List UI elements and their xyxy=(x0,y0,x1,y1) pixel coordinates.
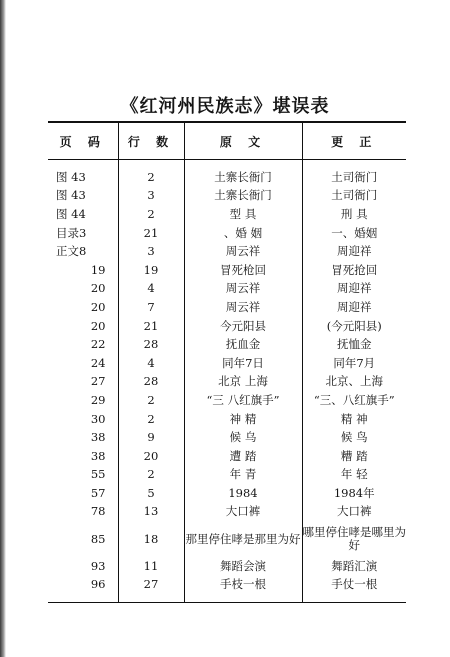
row-original-cell: 周云祥 xyxy=(184,280,302,299)
row-page-cell: 目录3 xyxy=(56,225,87,240)
row-line-cell: 28 xyxy=(118,373,184,392)
row-page-cell: 38 xyxy=(90,448,106,463)
row-original-cell: 舞蹈会演 xyxy=(184,557,302,576)
row-original-cell: 今元阳县 xyxy=(184,317,302,336)
row-page-cell: 93 xyxy=(90,559,106,574)
row-page-cell: 55 xyxy=(90,467,106,482)
row-original-cell: 周云祥 xyxy=(184,298,302,317)
row-page-cell: 图 43 xyxy=(56,188,86,203)
row-correction-cell: 糟 踏 xyxy=(302,447,406,466)
row-original-cell: 大口裤 xyxy=(184,503,302,522)
row-original-cell: 、婚 姻 xyxy=(184,224,302,243)
row-line-cell: 4 xyxy=(118,354,184,373)
row-correction-cell: (今元阳县) xyxy=(302,317,406,336)
row-correction-cell: 土司衙门 xyxy=(302,160,406,187)
table-row xyxy=(48,242,406,261)
table-row xyxy=(48,447,406,466)
row-line-cell: 2 xyxy=(118,410,184,429)
row-line-cell: 20 xyxy=(118,447,184,466)
table-row xyxy=(48,335,406,354)
row-original-cell: 1984 xyxy=(184,484,302,503)
row-correction-cell: 北京、上海 xyxy=(302,373,406,392)
row-original-cell: 土寨长衙门 xyxy=(184,160,302,187)
row-page-cell: 38 xyxy=(90,430,106,445)
row-original-cell: 同年7日 xyxy=(184,354,302,373)
row-page-cell: 19 xyxy=(90,262,106,277)
row-line-cell: 21 xyxy=(118,317,184,336)
row-correction-cell: 1984年 xyxy=(302,484,406,503)
table-row xyxy=(48,484,406,503)
row-correction-cell: 刑 具 xyxy=(302,205,406,224)
row-page-cell: 20 xyxy=(90,318,106,333)
row-line-cell: 19 xyxy=(118,261,184,280)
table-row xyxy=(48,298,406,317)
row-line-cell: 2 xyxy=(118,160,184,187)
row-correction-cell: 精 神 xyxy=(302,410,406,429)
row-original-cell: 神 精 xyxy=(184,410,302,429)
row-line-cell: 27 xyxy=(118,576,184,603)
table-row xyxy=(48,354,406,373)
header-correction: 更 正 xyxy=(302,122,406,160)
row-correction-cell: 土司衙门 xyxy=(302,187,406,206)
row-correction-cell: 舞蹈汇演 xyxy=(302,557,406,576)
table-row xyxy=(48,187,406,206)
row-original-cell: 年 青 xyxy=(184,466,302,485)
row-line-cell: 28 xyxy=(118,335,184,354)
table-row xyxy=(48,317,406,336)
row-page-cell: 96 xyxy=(48,576,118,603)
row-line-cell: 21 xyxy=(118,224,184,243)
row-page-cell: 27 xyxy=(90,374,106,389)
row-original-cell: 手枝一根 xyxy=(184,576,302,603)
row-page-cell: 85 xyxy=(90,531,106,546)
table-row xyxy=(48,280,406,299)
row-original-cell: 候 乌 xyxy=(184,428,302,447)
row-original-cell: 冒死枪回 xyxy=(184,261,302,280)
row-correction-cell: 周迎祥 xyxy=(302,298,406,317)
row-original-cell: 北京 上海 xyxy=(184,373,302,392)
row-page-cell: 78 xyxy=(90,504,106,519)
header-page: 页 码 xyxy=(48,122,118,160)
table-row xyxy=(48,224,406,243)
row-original-cell: 周云祥 xyxy=(184,242,302,261)
page-title: 《红河州民族志》堪误表 xyxy=(120,96,330,117)
row-line-cell: 2 xyxy=(118,391,184,410)
row-correction-cell: 哪里停住哮是哪里为好 xyxy=(302,521,406,557)
row-correction-cell: 周迎祥 xyxy=(302,280,406,299)
row-line-cell: 4 xyxy=(118,280,184,299)
row-line-cell: 3 xyxy=(118,187,184,206)
table-body xyxy=(48,160,406,603)
table-row xyxy=(48,261,406,280)
row-original-cell: 抚血金 xyxy=(184,335,302,354)
row-line-cell: 3 xyxy=(118,242,184,261)
row-page-cell: 图 43 xyxy=(56,169,86,184)
table-row xyxy=(48,373,406,392)
row-line-cell: 9 xyxy=(118,428,184,447)
row-line-cell: 18 xyxy=(118,521,184,557)
row-correction-cell: 手仗一根 xyxy=(302,576,406,603)
row-line-cell: 5 xyxy=(118,484,184,503)
row-original-cell: 土寨长衙门 xyxy=(184,187,302,206)
table-row xyxy=(48,557,406,576)
header-line: 行 数 xyxy=(118,122,184,160)
row-correction-cell: “三、八红旗手” xyxy=(302,391,406,410)
row-page-cell: 30 xyxy=(90,411,106,426)
table-row xyxy=(48,391,406,410)
row-original-cell: 遭 踏 xyxy=(184,447,302,466)
header-original: 原 文 xyxy=(184,122,302,160)
row-page-cell: 24 xyxy=(90,355,106,370)
table-row xyxy=(48,410,406,429)
row-line-cell: 7 xyxy=(118,298,184,317)
row-line-cell: 2 xyxy=(118,466,184,485)
table-row xyxy=(48,428,406,447)
row-page-cell: 正文8 xyxy=(56,244,87,259)
row-original-cell: “三 八红旗手” xyxy=(184,391,302,410)
row-original-cell: 那里停住哮是那里为好 xyxy=(184,521,302,557)
row-page-cell: 29 xyxy=(90,392,106,407)
row-original-cell: 型 具 xyxy=(184,205,302,224)
table-row xyxy=(48,205,406,224)
table-row xyxy=(48,576,406,603)
row-correction-cell: 抚恤金 xyxy=(302,335,406,354)
table-row xyxy=(48,466,406,485)
row-correction-cell: 同年7月 xyxy=(302,354,406,373)
row-correction-cell: 周迎祥 xyxy=(302,242,406,261)
row-page-cell: 20 xyxy=(90,281,106,296)
table-row xyxy=(48,521,406,557)
table-row xyxy=(48,503,406,522)
row-correction-cell: 候 鸟 xyxy=(302,428,406,447)
table-row xyxy=(48,160,406,187)
row-page-cell: 20 xyxy=(90,299,106,314)
row-page-cell: 22 xyxy=(90,337,106,352)
row-line-cell: 2 xyxy=(118,205,184,224)
row-line-cell: 13 xyxy=(118,503,184,522)
row-line-cell: 11 xyxy=(118,557,184,576)
errata-table xyxy=(48,121,406,603)
row-correction-cell: 年 轻 xyxy=(302,466,406,485)
row-correction-cell: 一、婚姻 xyxy=(302,224,406,243)
row-page-cell: 图 44 xyxy=(56,206,86,221)
row-page-cell: 57 xyxy=(90,485,106,500)
row-correction-cell: 冒死抢回 xyxy=(302,261,406,280)
table-header-row xyxy=(48,122,406,160)
row-correction-cell: 大口裤 xyxy=(302,503,406,522)
